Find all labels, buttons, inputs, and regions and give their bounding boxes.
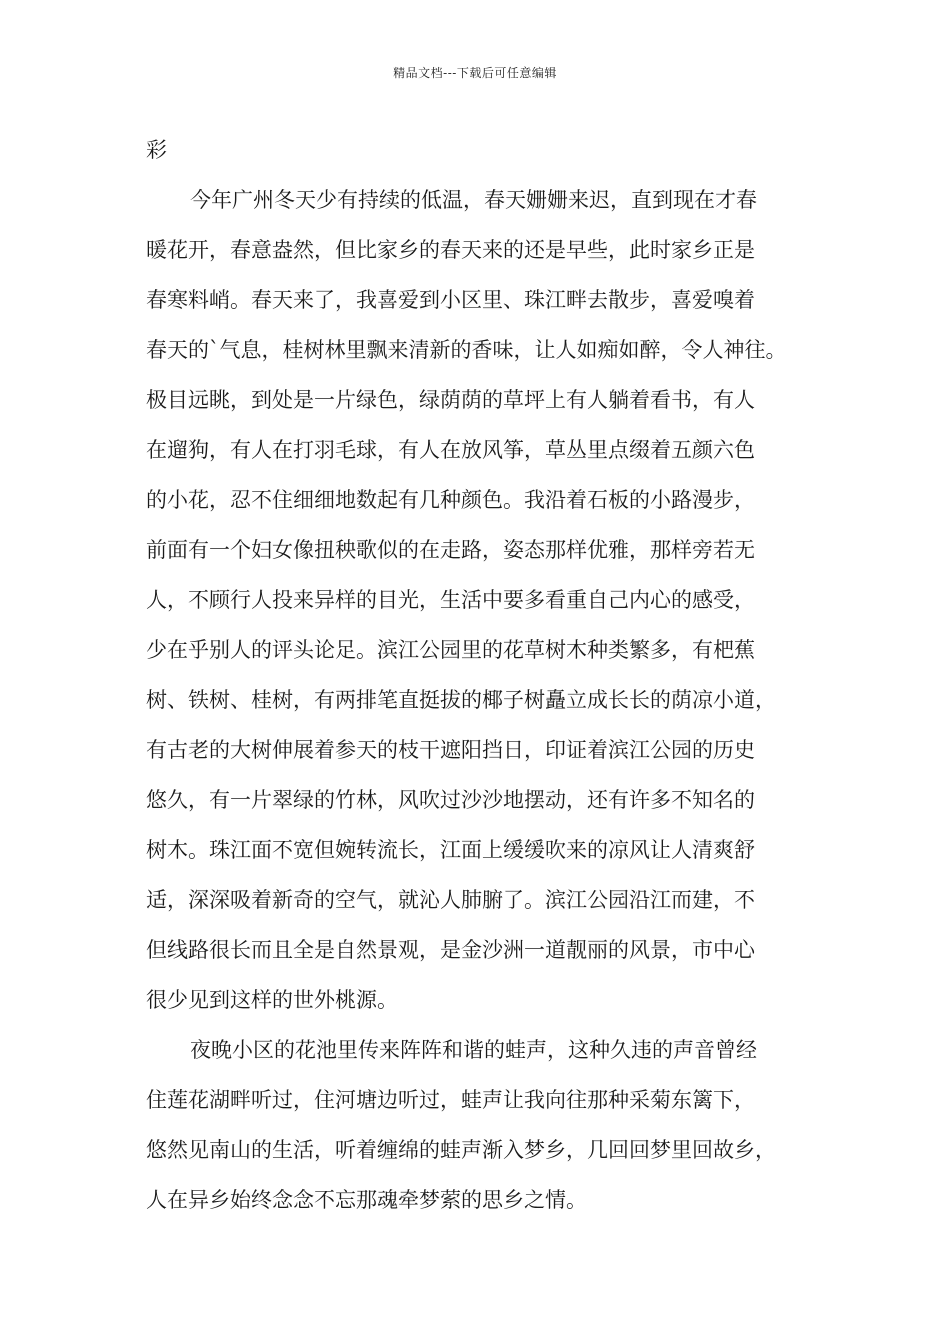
text-line: 的小花，忍不住细细地数起有几种颜色。我沿着石板的小路漫步，: [146, 488, 755, 512]
text-line: 彩: [146, 138, 167, 162]
text-line: 但线路很长而且全是自然景观，是金沙洲一道靓丽的风景，市中心: [146, 938, 755, 962]
text-line: 住莲花湖畔听过，住河塘边听过，蛙声让我向往那种采菊东篱下，: [146, 1088, 755, 1112]
text-line: 暖花开，春意盎然，但比家乡的春天来的还是早些，此时家乡正是: [146, 238, 755, 262]
text-line: 少在乎别人的评头论足。滨江公园里的花草树木种类繁多，有杷蕉: [146, 638, 755, 662]
text-line: 极目远眺，到处是一片绿色，绿荫荫的草坪上有人躺着看书，有人: [146, 388, 755, 412]
document-body: [146, 125, 826, 1225]
text-line: 春寒料峭。春天来了，我喜爱到小区里、珠江畔去散步，喜爱嗅着: [146, 288, 755, 312]
text-line: 人，不顾行人投来异样的目光，生活中要多看重自己内心的感受，: [146, 588, 755, 612]
text-line: 春天的`气息，桂树林里飘来清新的香味，让人如痴如醉，令人神往。: [146, 338, 787, 362]
text-line: 有古老的大树伸展着参天的枝干遮阳挡日，印证着滨江公园的历史: [146, 738, 755, 762]
page-header: 精品文档---下载后可任意编辑: [393, 66, 557, 80]
text-line: 很少见到这样的世外桃源。: [146, 988, 398, 1012]
text-line: 在遛狗，有人在打羽毛球，有人在放风筝，草丛里点缀着五颜六色: [146, 438, 755, 462]
text-line: 悠久，有一片翠绿的竹林，风吹过沙沙地摆动，还有许多不知名的: [146, 788, 755, 812]
text-line: 人在异乡始终念念不忘那魂牵梦萦的思乡之情。: [146, 1188, 587, 1212]
paragraph-first-line: 夜晚小区的花池里传来阵阵和谐的蛙声，这种久违的声音曾经: [190, 1038, 757, 1062]
text-line: 适，深深吸着新奇的空气，就沁人肺腑了。滨江公园沿江而建，不: [146, 888, 755, 912]
text-line: 树木。珠江面不宽但婉转流长，江面上缓缓吹来的凉风让人清爽舒: [146, 838, 755, 862]
text-line: 前面有一个妇女像扭秧歌似的在走路，姿态那样优雅，那样旁若无: [146, 538, 755, 562]
text-line: 树、铁树、桂树，有两排笔直挺拔的椰子树矗立成长长的荫凉小道，: [146, 688, 776, 712]
paragraph-first-line: 今年广州冬天少有持续的低温，春天姗姗来迟，直到现在才春: [190, 188, 757, 212]
text-line: 悠然见南山的生活，听着缠绵的蛙声渐入梦乡，几回回梦里回故乡，: [146, 1138, 776, 1162]
